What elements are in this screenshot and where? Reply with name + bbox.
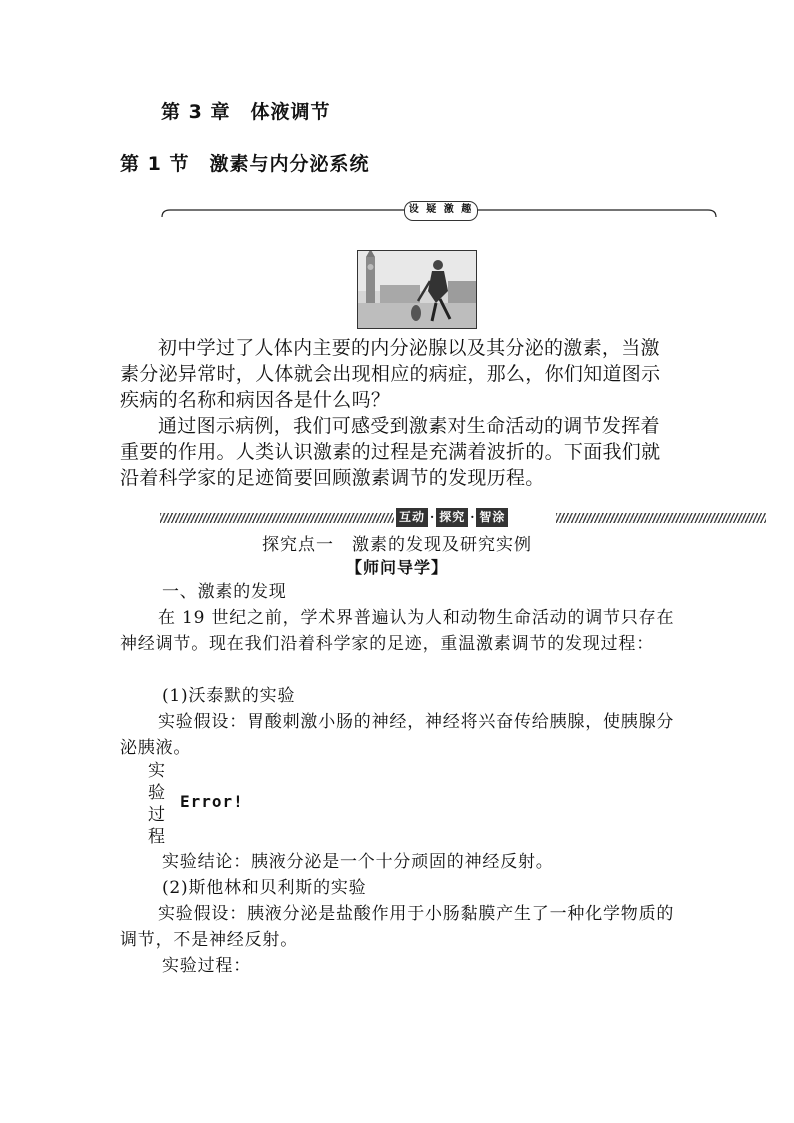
- illustration-photo: [357, 250, 477, 329]
- error-placeholder: Error!: [180, 792, 244, 811]
- experiment-1-conclusion: 实验结论：胰液分泌是一个十分顽固的神经反射。: [162, 852, 554, 872]
- interact-tabs: [396, 507, 508, 527]
- intro-text-1: 初中学过了人体内主要的内分泌腺以及其分泌的激素，当激素分泌异常时，人体就会出现相应的病症，那么，你们知道图示疾病的名称和病因各是什么吗？: [120, 337, 661, 411]
- intro-badge: 设 疑 激 趣: [404, 201, 478, 221]
- experiment-1-hypothesis-text: 实验假设：胃酸刺激小肠的神经，神经将兴奋传给胰腺，使胰腺分泌胰液。: [120, 712, 675, 758]
- tab-wisdom: 智涂: [476, 508, 508, 527]
- tab-interact: 互动: [396, 508, 428, 527]
- guide-title: 【师问导学】: [345, 558, 448, 577]
- tab-explore: 探究: [436, 508, 468, 527]
- process-char: 验: [148, 783, 165, 803]
- experiment-1-hypothesis: [120, 710, 676, 761]
- experiment-1-title: (1)沃泰默的实验: [162, 686, 296, 706]
- process-char: 实: [148, 761, 165, 781]
- experiment-2-hypothesis: [120, 902, 676, 953]
- experiment-2-title: (2)斯他林和贝利斯的实验: [162, 878, 367, 898]
- heading-hormone-discovery: 一、激素的发现: [162, 582, 287, 602]
- discovery-paragraph: [120, 606, 676, 657]
- intro-paragraph-2: [120, 413, 676, 491]
- chapter-title: 第 3 章 体液调节: [161, 101, 331, 123]
- process-label-vertical: [148, 760, 168, 848]
- tab-separator: ·: [470, 510, 475, 524]
- section-title: 第 1 节 激素与内分泌系统: [120, 153, 370, 175]
- tab-separator: ·: [430, 510, 435, 524]
- process-char: 程: [148, 827, 165, 847]
- experiment-2-hypothesis-text: 实验假设：胰液分泌是盐酸作用于小肠黏膜产生了一种化学物质的调节，不是神经反射。: [120, 904, 675, 950]
- discovery-text: 在 19 世纪之前，学术界普遍认为人和动物生命活动的调节只存在神经调节。现在我们沿着科学家的足迹，重温激素调节的发现过程：: [120, 608, 675, 654]
- experiment-2-process: 实验过程：: [162, 956, 251, 976]
- intro-text-2: 通过图示病例，我们可感受到激素对生命活动的调节发挥着重要的作用。人类认识激素的过程是充满着波折的。下面我们就沿着科学家的足迹简要回顾激素调节的发现历程。: [120, 415, 661, 489]
- explore-title: 探究点一 激素的发现及研究实例: [262, 535, 532, 555]
- process-char: 过: [148, 805, 165, 825]
- intro-paragraph-1: [120, 335, 676, 413]
